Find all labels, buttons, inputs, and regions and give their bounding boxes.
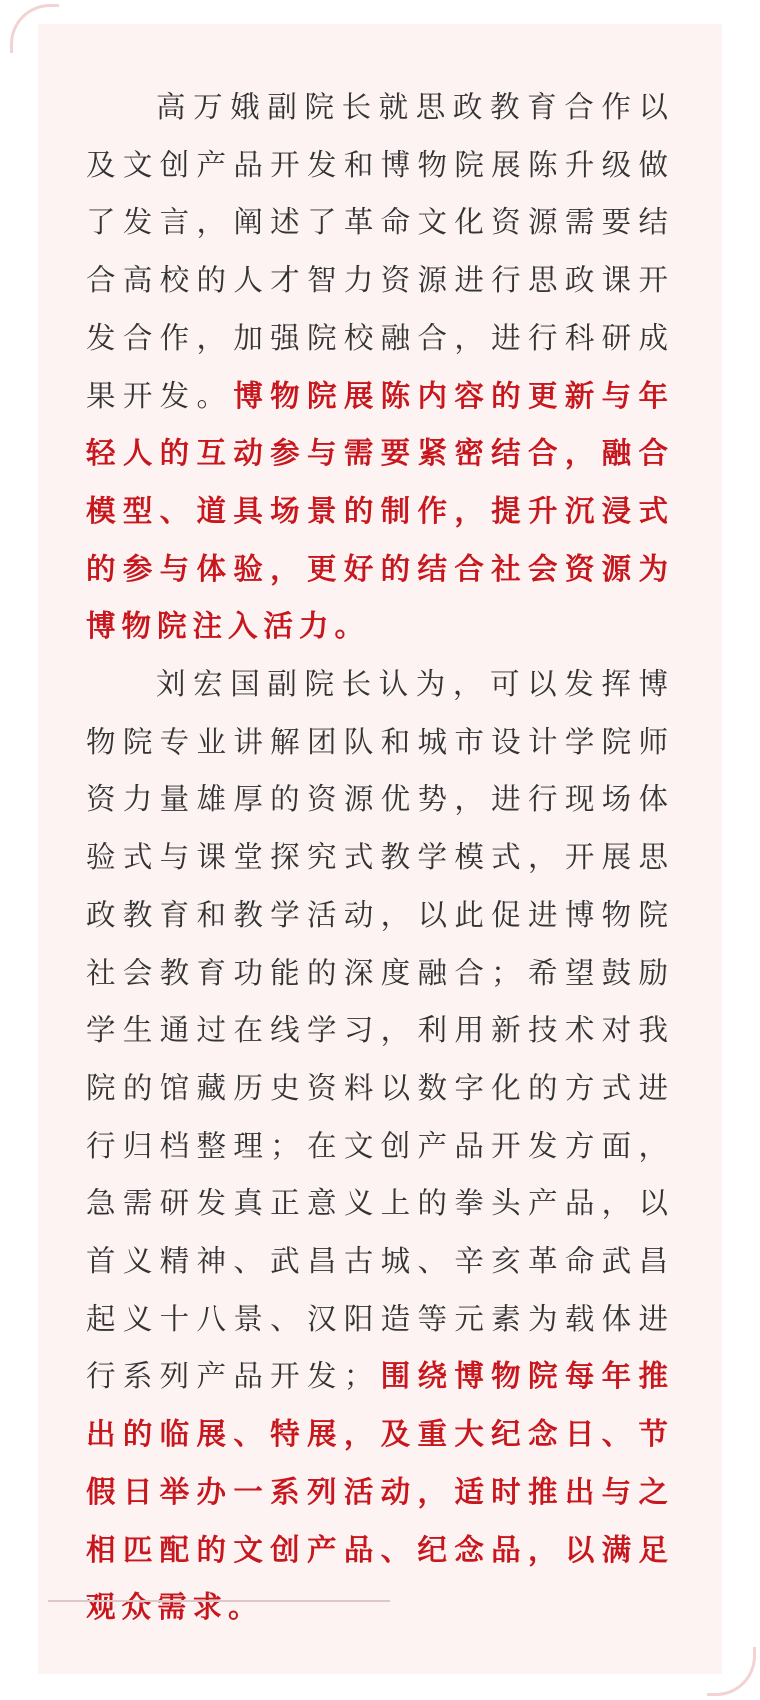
highlighted-text: 博物院展陈内容的更新与年轻人的互动参与需要紧密结合，融合模型、道具场景的制作，提升沉浸式的参与体验，更好的结合社会资源为博物院注入活力。 bbox=[86, 378, 674, 644]
paragraph-gao-wan-e bbox=[86, 79, 674, 656]
paragraph-text: 刘宏国副院长认为，可以发挥博物院专业讲解团队和城市设计学院师资力量雄厚的资源优势，进行现场体验式与课堂探究式教学模式，开展思政教育和教学活动，以此促进博物院社会教育功能的深度融合；希望鼓励学生通过在线学习，利用新技术对我院的馆藏历史资料以数字化的方式进行归档整理；在文创产品开发方面，急需研发真正意义上的拳头产品，以首义精神、武昌古城、辛亥革命武昌起义十八景、汉阳造等元素为载体进行系列产品开发； bbox=[86, 667, 674, 1394]
article-card bbox=[38, 24, 722, 1674]
paragraph-text: 高万娥副院长就思政教育合作以及文创产品开发和博物院展陈升级做了发言，阐述了革命文化资源需要结合高校的人才智力资源进行思政课开发合作，加强院校融合，进行科研成果开发。 bbox=[86, 90, 674, 413]
article-body bbox=[86, 79, 674, 1637]
bottom-divider bbox=[48, 1600, 390, 1602]
decorative-corner-bottom-right bbox=[707, 1647, 756, 1696]
highlighted-text: 围绕博物院每年推出的临展、特展，及重大纪念日、节假日举办一系列活动，适时推出与之相匹配的文创产品、纪念品，以满足观众需求。 bbox=[86, 1359, 674, 1625]
paragraph-liu-hong-guo bbox=[86, 656, 674, 1637]
